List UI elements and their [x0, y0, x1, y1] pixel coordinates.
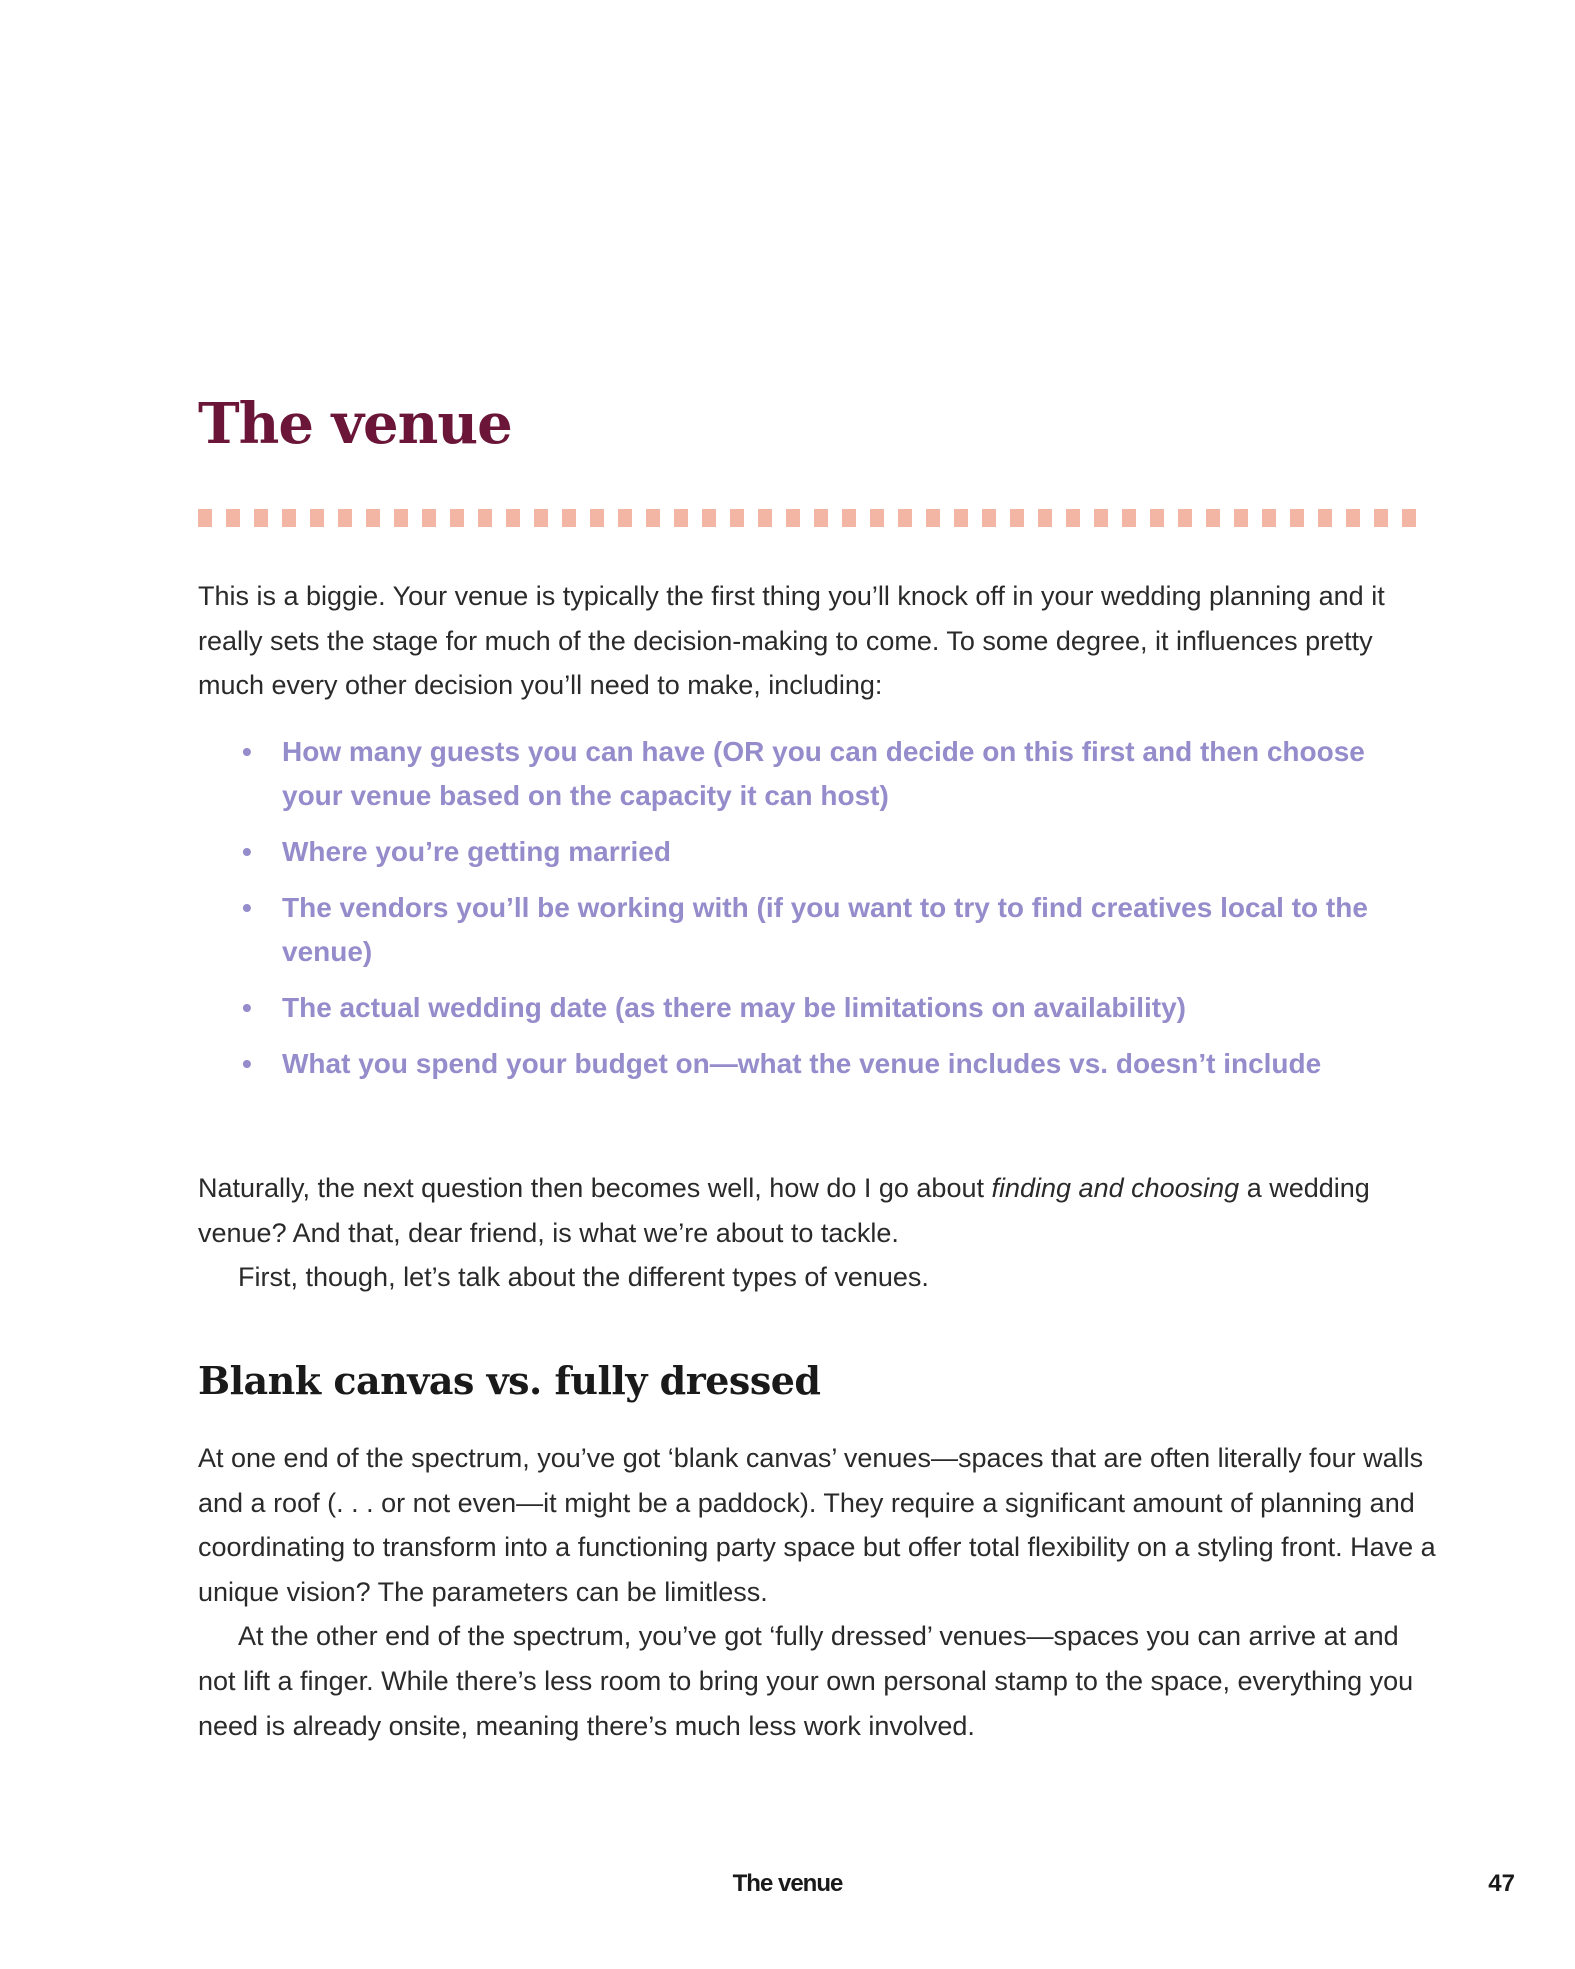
bullet-icon: •	[242, 836, 252, 867]
body-paragraph: Naturally, the next question then becomes well, how do I go about finding and choosing a wedding venue? And that, dear friend, is what we’re about to tackle.	[198, 1173, 1370, 1248]
page-title: The venue	[198, 391, 512, 457]
section-heading: Blank canvas vs. fully dressed	[198, 1358, 821, 1403]
influences-list	[198, 730, 1378, 1098]
next-question-paragraph	[198, 1166, 1438, 1300]
body-paragraph: At one end of the spectrum, you’ve got ‘blank canvas’ venues—spaces that are often literally four walls and a roof (. . . or not even—it might be a paddock). They require a significant amount of planning and coordinating to transform into a functioning party space but offer total flexibility on a styling front. Have a unique vision? The parameters can be limitless.	[198, 1443, 1436, 1607]
body-paragraph: First, though, let’s talk about the different types of venues.	[238, 1262, 929, 1293]
bullet-icon: •	[242, 992, 252, 1023]
list-item: • The vendors you’ll be working with (if you want to try to find creatives local to the venue)	[198, 886, 1378, 974]
list-item: • How many guests you can have (OR you can decide on this first and then choose your venue based on the capacity it can host)	[198, 730, 1378, 818]
bullet-icon: •	[242, 736, 252, 767]
page-number: 47	[1488, 1870, 1515, 1897]
list-item: • Where you’re getting married	[198, 830, 1378, 874]
body-paragraph: At the other end of the spectrum, you’ve got ‘fully dressed’ venues—spaces you can arrive at and not lift a finger. While there’s less room to bring your own personal stamp to the space, everything you need is already onsite, meaning there’s much less work involved.	[198, 1621, 1414, 1741]
list-item: • The actual wedding date (as there may be limitations on availability)	[198, 986, 1378, 1030]
running-footer-title: The venue	[732, 1870, 843, 1897]
intro-paragraph: This is a biggie. Your venue is typically the first thing you’ll knock off in your wedding planning and it really sets the stage for much of the decision-making to come. To some degree, it influences pretty much every other decision you’ll need to make, including:	[198, 581, 1385, 701]
venue-types-section	[198, 1436, 1438, 1748]
list-item: • What you spend your budget on—what the venue includes vs. doesn’t include	[198, 1042, 1378, 1086]
bullet-icon: •	[242, 1048, 252, 1079]
bullet-icon: •	[242, 892, 252, 923]
dotted-divider	[198, 509, 1430, 527]
